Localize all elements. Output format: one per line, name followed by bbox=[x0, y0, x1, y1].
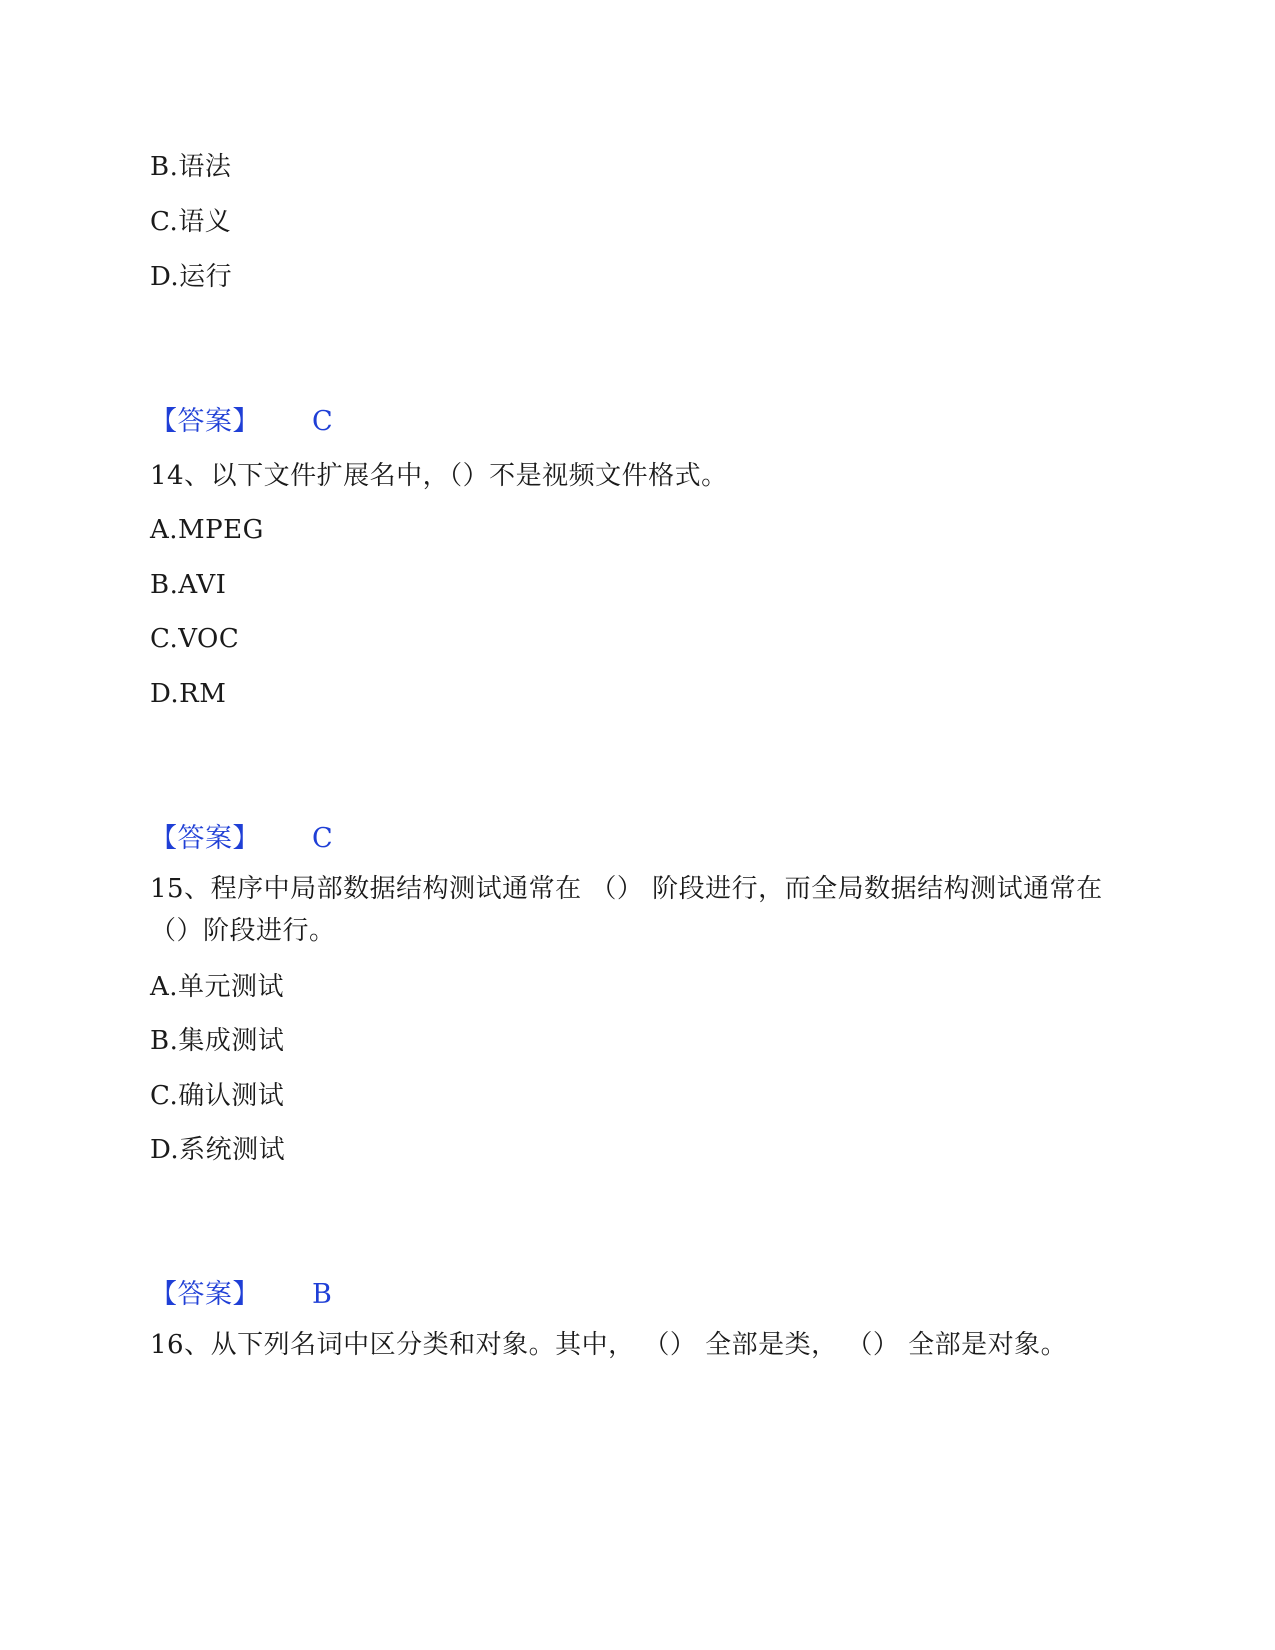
q15-option-d: D.系统测试 bbox=[150, 1135, 286, 1165]
q15-question: 15、程序中局部数据结构测试通常在 （） 阶段进行，而全局数据结构测试通常在 （）阶段进行。 bbox=[150, 874, 1103, 946]
q15-answer-row bbox=[150, 1278, 332, 1312]
q15-option-b: B.集成测试 bbox=[150, 1026, 285, 1056]
q16-question: 16、从下列名词中区分类和对象。其中， （） 全部是类， （） 全部是对象。 bbox=[150, 1330, 1068, 1360]
q14-option-d: D.RM bbox=[150, 679, 227, 709]
q15-option-c: C.确认测试 bbox=[150, 1081, 285, 1111]
q14-option-a: A.MPEG bbox=[150, 515, 264, 545]
q13-option-c: C.语义 bbox=[150, 207, 232, 237]
q13-answer-tag: 【答案】 bbox=[150, 406, 260, 437]
q15-answer-tag: 【答案】 bbox=[150, 1279, 260, 1310]
q13-answer-row bbox=[150, 405, 333, 439]
q15-answer-value: B bbox=[312, 1279, 333, 1310]
q14-answer-value: C bbox=[312, 823, 334, 854]
q14-answer-tag: 【答案】 bbox=[150, 823, 260, 854]
q13-answer-value: C bbox=[312, 406, 334, 437]
q14-question: 14、以下文件扩展名中，（）不是视频文件格式。 bbox=[150, 461, 728, 491]
q13-option-d: D.运行 bbox=[150, 262, 233, 292]
q14-option-c: C.VOC bbox=[150, 624, 240, 654]
q14-option-b: B.AVI bbox=[150, 570, 227, 600]
q13-option-b: B.语法 bbox=[150, 152, 232, 182]
q14-answer-row bbox=[150, 822, 333, 856]
q15-option-a: A.单元测试 bbox=[150, 972, 285, 1002]
